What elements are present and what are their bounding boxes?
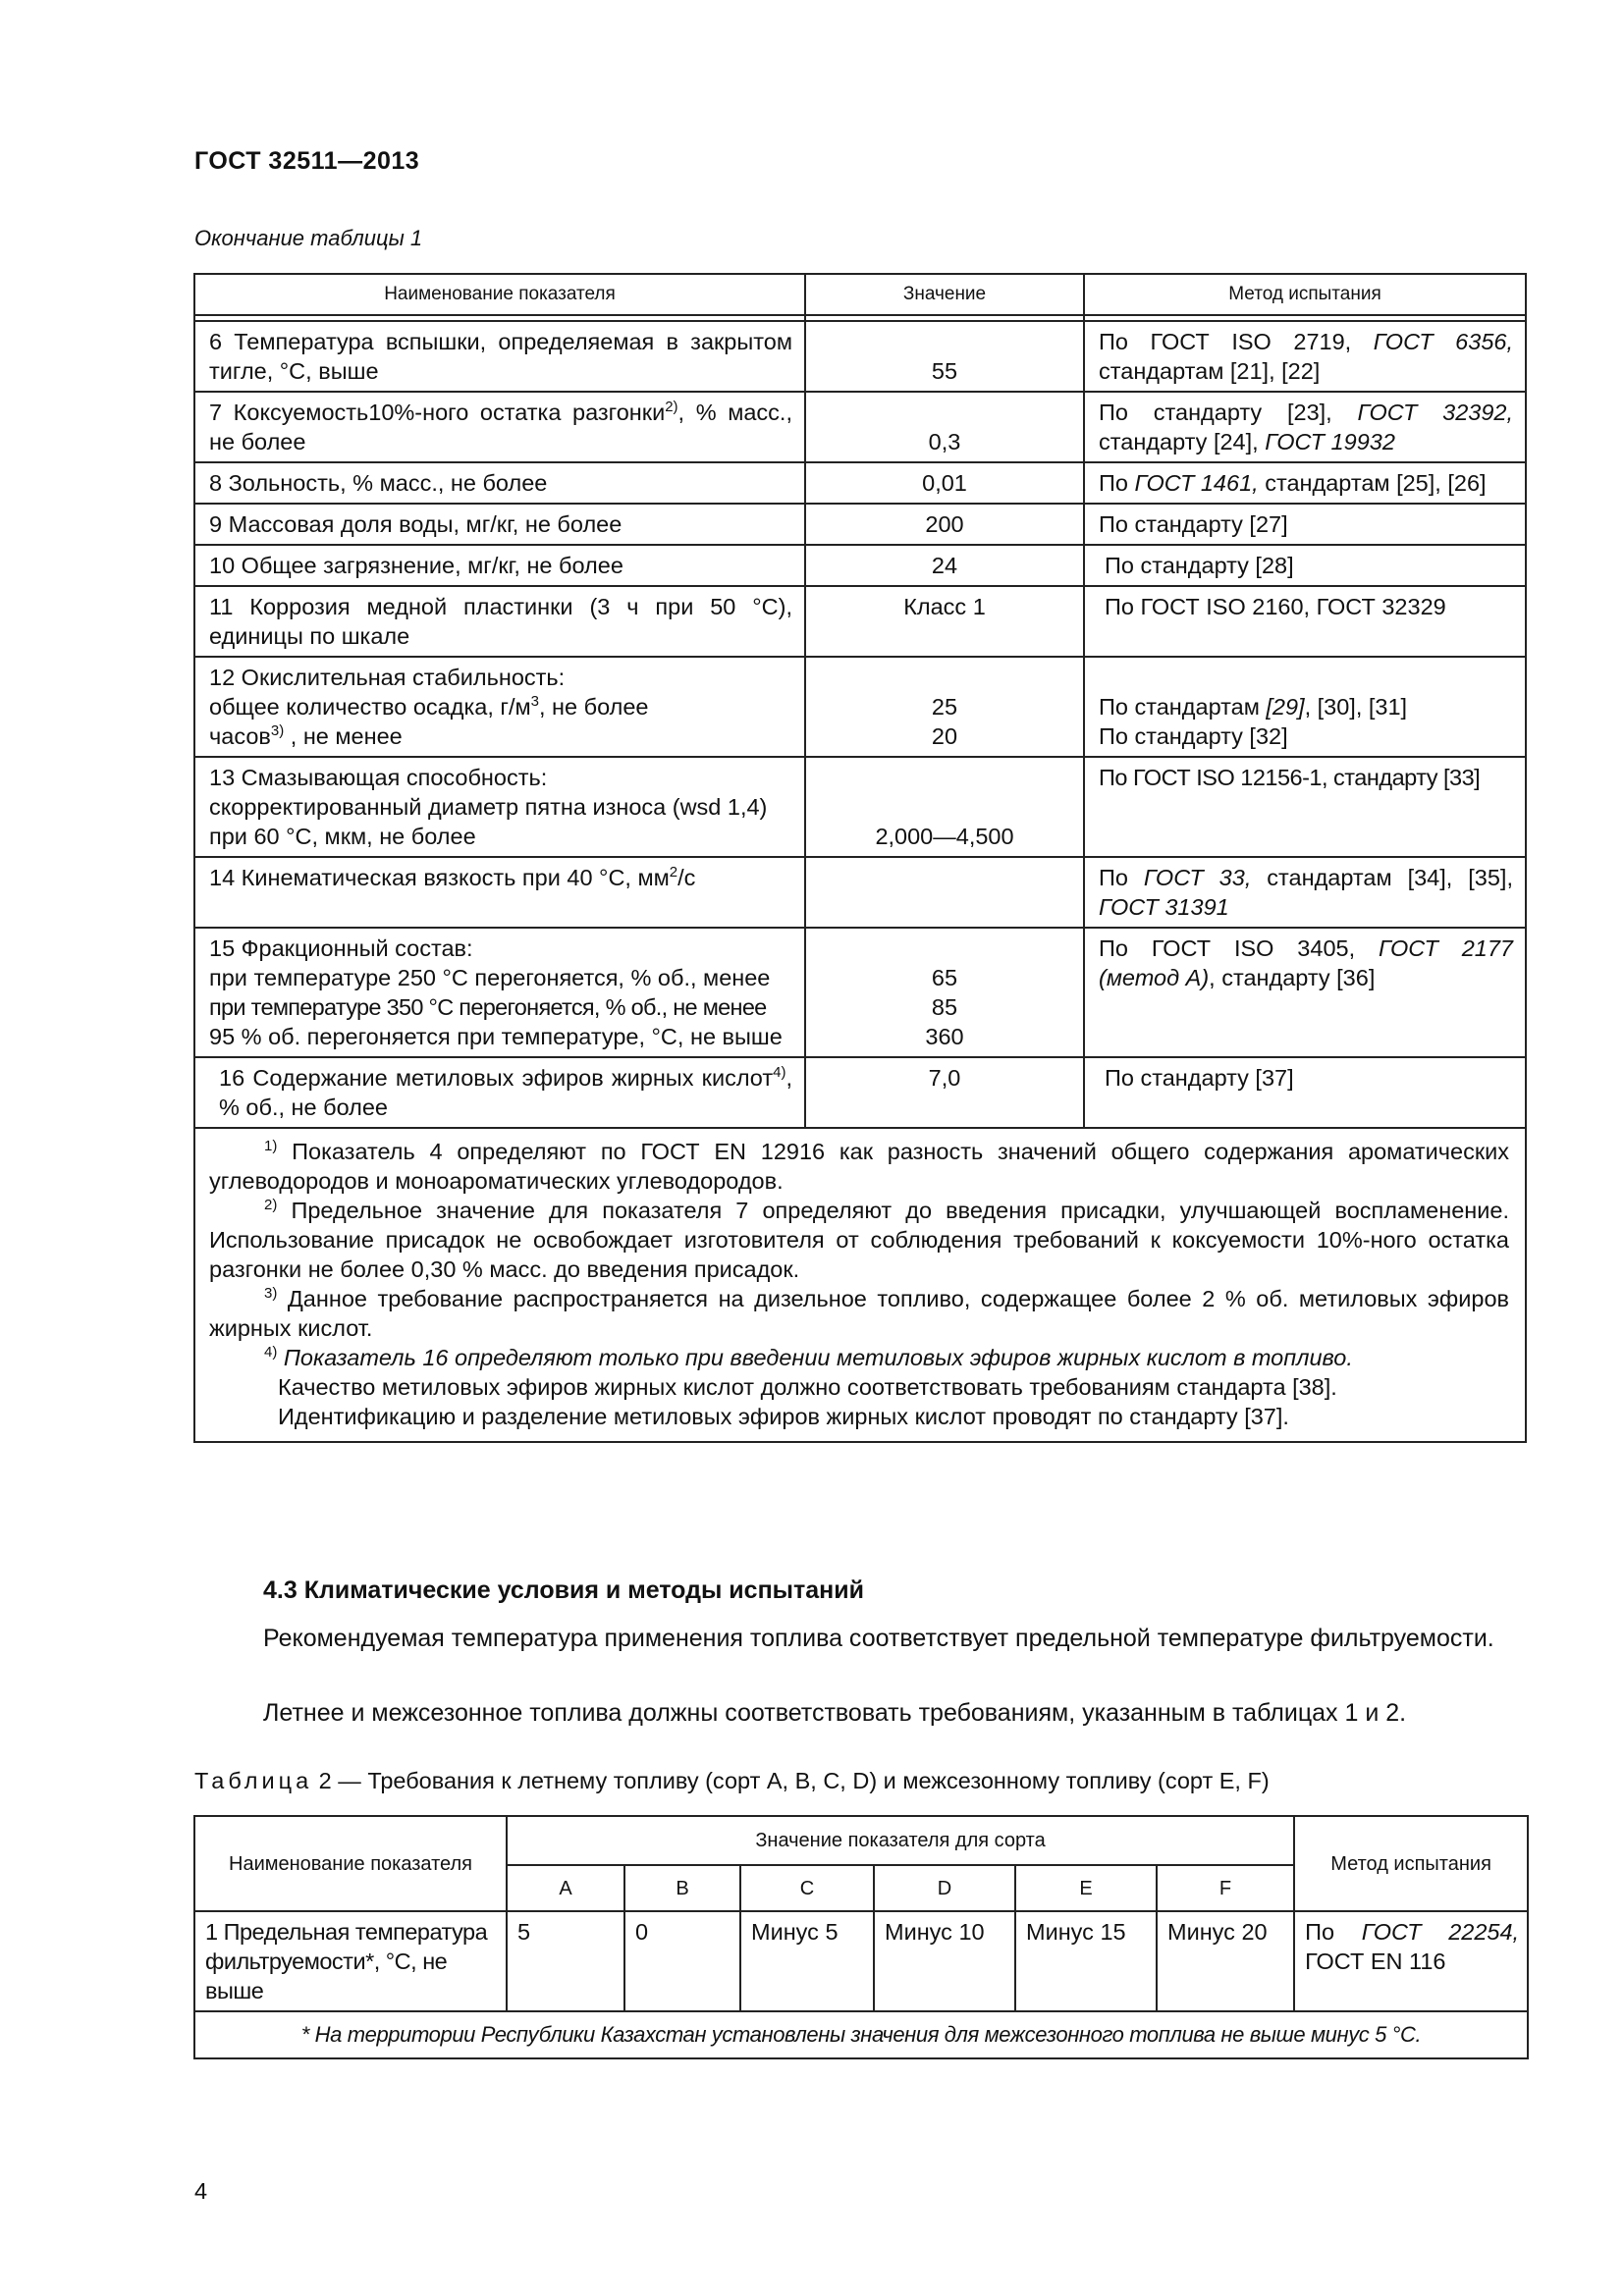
row-name: 8 Зольность, % масс., не более: [194, 462, 805, 504]
footnote-1: $^{1)}$ Показатель 4 определяют по ГОСТ EN 12916 как разность значений общего содержания ароматических углеводородов и моноароматических углеводородов.: [209, 1138, 1509, 1194]
table2-header-method: Метод испытания: [1294, 1816, 1528, 1911]
table1-caption: Окончание таблицы 1: [194, 226, 423, 250]
row-value: Минус 5: [740, 1911, 874, 2011]
row-method: По ГОСТ 1461, стандартам [25], [26]: [1084, 462, 1526, 504]
row-method: По стандарту [37]: [1084, 1057, 1526, 1128]
grade-header: A: [507, 1865, 624, 1911]
row-name: 10 Общее загрязнение, мг/кг, не более: [194, 545, 805, 586]
row-value: Минус 20: [1157, 1911, 1294, 2011]
page-number: 4: [194, 2178, 208, 2204]
row-value: Класс 1: [805, 586, 1084, 657]
row-value: 200: [805, 504, 1084, 545]
row-method: По стандартам [29], [30], [31] По стандарту [32]: [1084, 657, 1526, 757]
row-method: По ГОСТ ISO 12156-1, стандарту [33]: [1084, 757, 1526, 857]
grade-header: F: [1157, 1865, 1294, 1911]
row-name: 9 Массовая доля воды, мг/кг, не более: [194, 504, 805, 545]
row-value: 55: [805, 321, 1084, 392]
grade-header: E: [1015, 1865, 1157, 1911]
table-row: [194, 392, 1526, 462]
footnote-4-line-2: Качество метиловых эфиров жирных кислот должно соответствовать требованиям стандарта [38].: [278, 1374, 1337, 1400]
table-row: [194, 928, 1526, 1057]
row-value: Минус 10: [874, 1911, 1015, 2011]
table-row: [194, 657, 1526, 757]
row-method: По ГОСТ ISO 2719, ГОСТ 6356, стандартам [21], [22]: [1084, 321, 1526, 392]
table2-header-value: Значение показателя для сорта: [507, 1816, 1294, 1865]
row-name: 15 Фракционный состав: при температуре 250 °С перегоняется, % об., менее при температуре 350 °С перегоняется, % об., не менее 95 % об. перегоняется при температуре, °С, не выше: [194, 928, 805, 1057]
row-name: 16 Содержание метиловых эфиров жирных кислот$^{4)}$, % об., не более: [194, 1057, 805, 1128]
footnote-2: $^{2)}$ Предельное значение для показателя 7 определяют до введения присадки, улучшающей воспламенение. Использование присадок не освобождает изготовителя от соблюдения требований к коксуемости 10%-ного остатка разгонки не более 0,30 % масс. до введения присадок.: [209, 1197, 1509, 1282]
table1-header-row: [194, 274, 1526, 315]
table1-notes: [194, 1128, 1526, 1442]
row-method: По стандарту [27]: [1084, 504, 1526, 545]
row-method: По ГОСТ 22254, ГОСТ EN 116: [1294, 1911, 1528, 2011]
table-row: [194, 321, 1526, 392]
standard-header: ГОСТ 32511—2013: [194, 147, 420, 175]
section-paragraph-1: Рекомендуемая температура применения топлива соответствует предельной температуре фильтруемости.: [263, 1625, 1494, 1652]
table-row: [194, 586, 1526, 657]
table2-footnote: * На территории Республики Казахстан установлены значения для межсезонного топлива не выше минус 5 °С.: [194, 2011, 1528, 2058]
table-row: [194, 757, 1526, 857]
table-row: [194, 545, 1526, 586]
table-row: [194, 462, 1526, 504]
table2-footnote-row: [194, 2011, 1528, 2058]
table2-header-name: Наименование показателя: [194, 1816, 507, 1911]
table-row: [194, 504, 1526, 545]
grade-header: C: [740, 1865, 874, 1911]
row-value: 25 20: [805, 657, 1084, 757]
row-value: 2,000—4,500: [805, 757, 1084, 857]
row-value: 0: [624, 1911, 740, 2011]
row-name: 12 Окислительная стабильность: общее количество осадка, $г/м^3$, не более часов$^{3)}$ , не менее: [194, 657, 805, 757]
row-value: [805, 857, 1084, 928]
row-name: 7 Коксуемость10%-ного остатка разгонки$^{2)}$, % масс., не более: [194, 392, 805, 462]
table1-header-value: Значение: [805, 274, 1084, 315]
row-value: 5: [507, 1911, 624, 2011]
table1-header-name: Наименование показателя: [194, 274, 805, 315]
table-row: [194, 1057, 1526, 1128]
table2-caption: Таблица 2 — Требования к летнему топливу (сорт А, В, С, D) и межсезонному топливу (сорт Е, F): [194, 1768, 1270, 1793]
row-value: Минус 15: [1015, 1911, 1157, 2011]
footnote-4: $^{4)}$ Показатель 16 определяют только при введении метиловых эфиров жирных кислот в топливо.: [264, 1344, 1353, 1370]
footnote-3: $^{3)}$ Данное требование распространяется на дизельное топливо, содержащее более 2 % об. метиловых эфиров жирных кислот.: [209, 1285, 1509, 1341]
grade-header: B: [624, 1865, 740, 1911]
table-row: [194, 1911, 1528, 2011]
table-2: [193, 1815, 1529, 2059]
row-name: 11 Коррозия медной пластинки (3 ч при 50 °С), единицы по шкале: [194, 586, 805, 657]
row-method: По стандарту [28]: [1084, 545, 1526, 586]
grade-header: D: [874, 1865, 1015, 1911]
row-name: 14 Кинематическая вязкость при 40 °С, $мм^2/с$: [194, 857, 805, 928]
row-name: 13 Смазывающая способность: скорректированный диаметр пятна износа (wsd 1,4) при 60 °С, мкм, не более: [194, 757, 805, 857]
row-value: 24: [805, 545, 1084, 586]
row-value: 0,01: [805, 462, 1084, 504]
table-1: [193, 273, 1527, 1443]
row-value: 7,0: [805, 1057, 1084, 1128]
row-value: 0,3: [805, 392, 1084, 462]
table-row: [194, 857, 1526, 928]
row-value: 65 85 360: [805, 928, 1084, 1057]
section-title: 4.3 Климатические условия и методы испытаний: [263, 1576, 864, 1604]
row-method: По ГОСТ ISO 2160, ГОСТ 32329: [1084, 586, 1526, 657]
row-name: 1 Предельная температура фильтруемости*, °С, не выше: [194, 1911, 507, 2011]
table1-notes-row: [194, 1128, 1526, 1442]
footnote-4-line-3: Идентификацию и разделение метиловых эфиров жирных кислот проводят по стандарту [37].: [278, 1404, 1289, 1429]
row-method: По ГОСТ 33, стандартам [34], [35], ГОСТ 31391: [1084, 857, 1526, 928]
table2-header-row-1: [194, 1816, 1528, 1865]
section-paragraph-2: Летнее и межсезонное топлива должны соответствовать требованиям, указанным в таблицах 1 и 2.: [263, 1699, 1407, 1727]
row-method: По стандарту [23], ГОСТ 32392, стандарту [24], ГОСТ 19932: [1084, 392, 1526, 462]
row-name: 6 Температура вспышки, определяемая в закрытом тигле, °С, выше: [194, 321, 805, 392]
table1-header-method: Метод испытания: [1084, 274, 1526, 315]
row-method: По ГОСТ ISO 3405, ГОСТ 2177 (метод А), стандарту [36]: [1084, 928, 1526, 1057]
